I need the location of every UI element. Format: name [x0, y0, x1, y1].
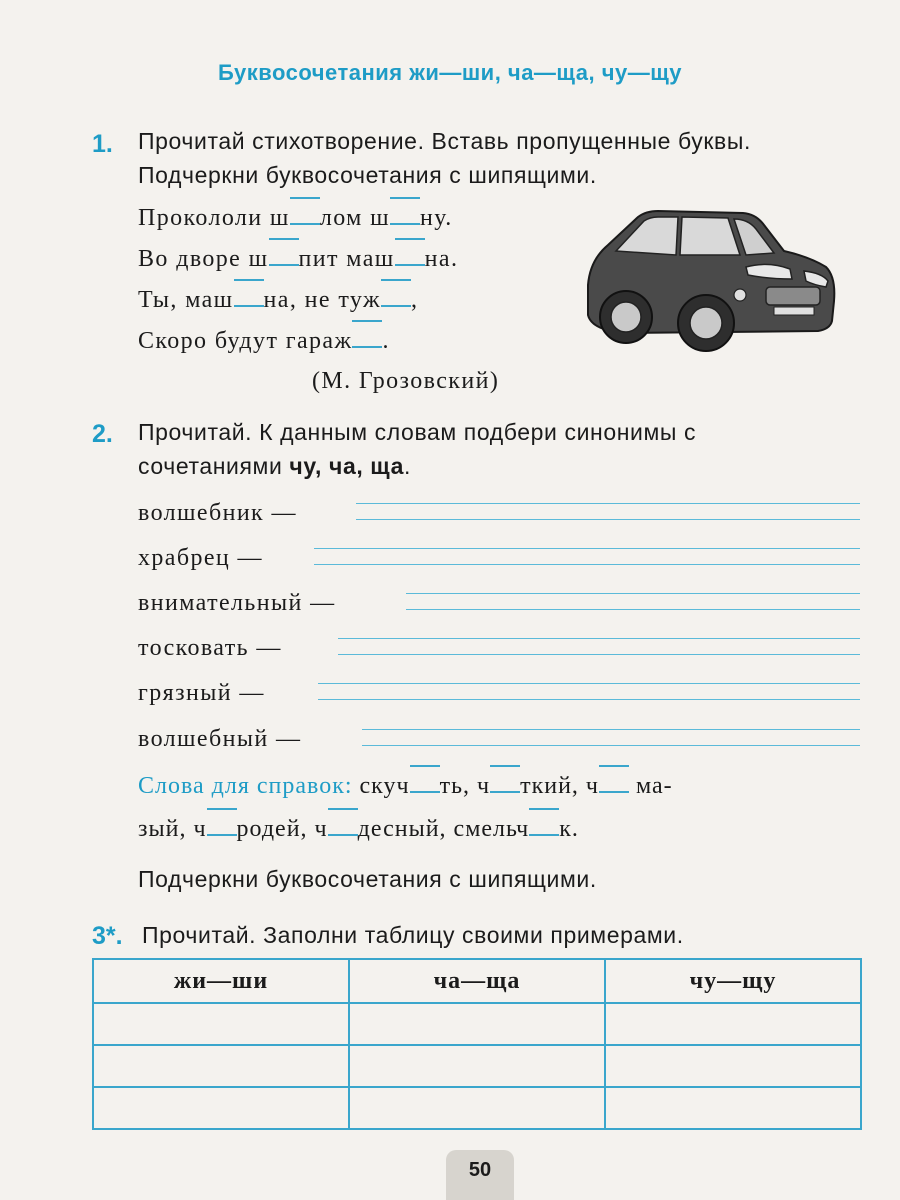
page-number: 50 [446, 1150, 514, 1200]
reference-label: Слова для справок: [138, 773, 353, 799]
answer-line-lower[interactable] [314, 564, 860, 565]
poem-text: ну. [420, 205, 453, 231]
column-header-cha-shcha: ча—ща [349, 959, 605, 1003]
poem-text: , [410, 287, 419, 313]
poem-line-4 [138, 328, 390, 355]
reference-words-line-1 [138, 773, 673, 800]
answer-line-upper[interactable] [362, 729, 860, 730]
task-1-instruction-line-1: Прочитай стихотворение. Вставь пропущенные буквы. [138, 128, 751, 154]
answer-line-lower[interactable] [406, 609, 860, 610]
synonym-word-1: волшебник — [138, 500, 297, 526]
blank[interactable] [529, 816, 559, 836]
reference-text: ма- [629, 773, 673, 799]
synonym-word-3: внимательный — [138, 590, 336, 616]
table-header-row [93, 959, 861, 1003]
task-1-number: 1. [92, 130, 113, 158]
blank[interactable] [599, 773, 629, 793]
reference-text: скуч [359, 773, 410, 799]
page-title: Буквосочетания жи—ши, ча—ща, чу—щу [217, 60, 683, 85]
answer-line-upper[interactable] [356, 503, 860, 504]
blank[interactable] [234, 287, 264, 307]
poem-line-2 [138, 246, 458, 273]
car-illustration [578, 205, 840, 355]
poem-text: пит маш [298, 246, 395, 272]
blank[interactable] [269, 246, 299, 266]
blank[interactable] [207, 816, 237, 836]
poem-line-1 [138, 205, 453, 232]
answer-line-upper[interactable] [318, 683, 860, 684]
table-cell[interactable] [93, 1045, 349, 1087]
reference-text: родей, ч [236, 816, 328, 842]
poem-text: Скоро будут гараж [138, 328, 353, 354]
poem-text: на. [424, 246, 459, 272]
answer-line-lower[interactable] [338, 654, 860, 655]
table-cell[interactable] [605, 1045, 861, 1087]
synonym-word-5: грязный — [138, 680, 265, 706]
reference-words-line-2 [138, 816, 579, 843]
synonym-word-2: храбрец — [138, 545, 263, 571]
answer-line-lower[interactable] [362, 745, 860, 746]
column-header-chu-shchu: чу—щу [605, 959, 861, 1003]
table-row [93, 1087, 861, 1129]
table-row [93, 1045, 861, 1087]
table-cell[interactable] [349, 1003, 605, 1045]
blank[interactable] [490, 773, 520, 793]
blank[interactable] [381, 287, 411, 307]
poem-text: . [382, 328, 390, 354]
task-2-number: 2. [92, 420, 113, 448]
poem-author: (М. Грозовский) [312, 368, 500, 394]
answer-line-upper[interactable] [338, 638, 860, 639]
synonym-word-4: тосковать — [138, 635, 282, 661]
poem-text: лом ш [319, 205, 391, 231]
table-row [93, 1003, 861, 1045]
task-3-instruction: Прочитай. Заполни таблицу своими примерами. [142, 922, 684, 948]
task-3-number: 3*. [92, 922, 123, 950]
poem-text: Во дворе ш [138, 246, 269, 272]
column-header-zhi-shi: жи—ши [93, 959, 349, 1003]
table-cell[interactable] [349, 1045, 605, 1087]
examples-table [92, 958, 862, 1130]
blank[interactable] [290, 205, 320, 225]
poem-text: Прокололи ш [138, 205, 290, 231]
blank[interactable] [390, 205, 420, 225]
reference-text: зый, ч [138, 816, 207, 842]
task-2-underline-instruction: Подчеркни буквосочетания с шипящими. [138, 866, 597, 892]
letter-combinations: чу, ча, ща [289, 453, 404, 479]
blank[interactable] [395, 246, 425, 266]
table-cell[interactable] [349, 1087, 605, 1129]
poem-text: на, не туж [263, 287, 381, 313]
answer-line-lower[interactable] [318, 699, 860, 700]
table-cell[interactable] [93, 1003, 349, 1045]
poem-line-3 [138, 287, 418, 314]
instruction-text: сочетаниями [138, 453, 290, 479]
table-cell[interactable] [93, 1087, 349, 1129]
blank[interactable] [410, 773, 440, 793]
task-2-instruction-line-2 [138, 453, 411, 480]
poem-text: Ты, маш [138, 287, 234, 313]
task-1-instruction-line-2: Подчеркни буквосочетания с шипящими. [138, 162, 597, 188]
task-2-instruction-line-1: Прочитай. К данным словам подбери синонимы с [138, 419, 697, 445]
reference-text: ткий, ч [520, 773, 599, 799]
instruction-text: . [404, 453, 411, 479]
table-cell[interactable] [605, 1087, 861, 1129]
answer-line-upper[interactable] [314, 548, 860, 549]
synonym-word-6: волшебный — [138, 726, 302, 752]
table-cell[interactable] [605, 1003, 861, 1045]
reference-text: к. [559, 816, 579, 842]
reference-text: ть, ч [439, 773, 491, 799]
blank[interactable] [328, 816, 358, 836]
answer-line-lower[interactable] [356, 519, 860, 520]
blank[interactable] [352, 328, 382, 348]
reference-text: десный, смельч [357, 816, 530, 842]
answer-line-upper[interactable] [406, 593, 860, 594]
